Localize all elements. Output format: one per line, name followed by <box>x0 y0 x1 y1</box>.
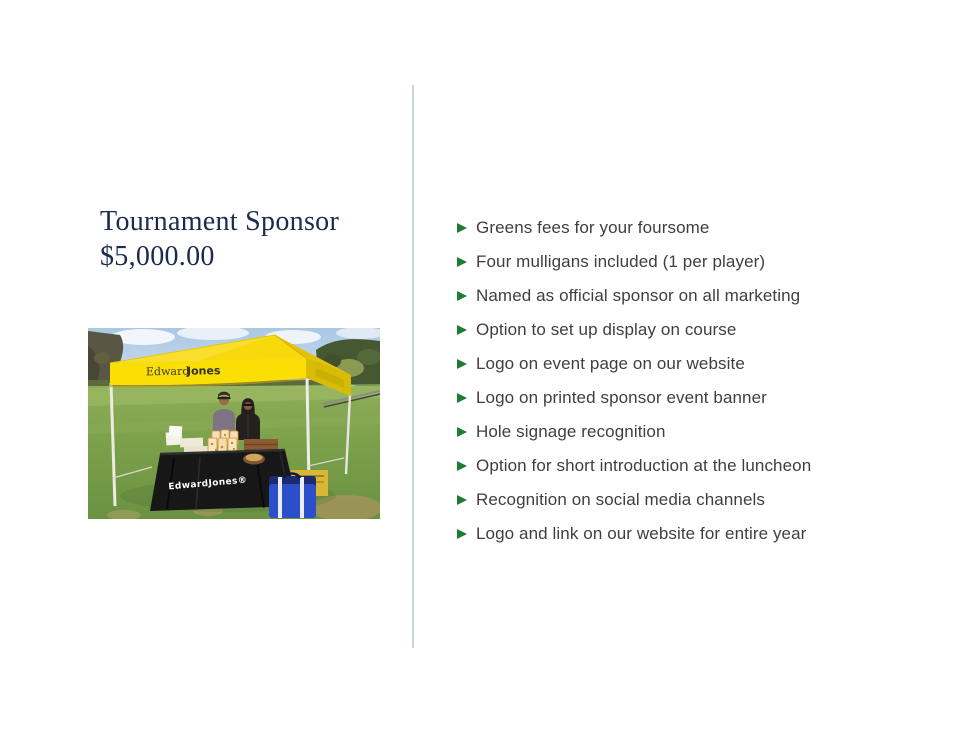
benefit-item-label: Four mulligans included (1 per player) <box>476 252 766 271</box>
benefit-item <box>457 211 811 245</box>
benefit-item-label: Logo and link on our website for entire year <box>476 524 807 543</box>
snack-bags <box>208 430 238 454</box>
benefit-item <box>457 483 811 517</box>
bullet-triangle-icon <box>457 257 467 267</box>
bullet-triangle-icon <box>457 223 467 233</box>
table-logo: EdwardJones® <box>168 475 248 493</box>
benefit-item-label: Option to set up display on course <box>476 320 737 339</box>
benefits-list <box>457 211 811 551</box>
benefit-item-label: Named as official sponsor on all marketing <box>476 286 801 305</box>
page-title <box>100 204 339 274</box>
bullet-triangle-icon <box>457 427 467 437</box>
tent-photo-illustration <box>88 328 380 519</box>
benefit-item-label: Recognition on social media channels <box>476 490 765 509</box>
benefit-item <box>457 279 811 313</box>
benefit-item <box>457 415 811 449</box>
vertical-divider <box>412 85 414 648</box>
benefit-item-label: Option for short introduction at the luncheon <box>476 456 812 475</box>
benefit-item <box>457 381 811 415</box>
benefit-item-label: Greens fees for your foursome <box>476 218 710 237</box>
bullet-triangle-icon <box>457 495 467 505</box>
benefit-item <box>457 449 811 483</box>
bullet-triangle-icon <box>457 529 467 539</box>
benefit-item-label: Logo on event page on our website <box>476 354 745 373</box>
sponsor-tent-photo <box>88 328 380 519</box>
tent-logo-jones: Jones <box>186 364 221 378</box>
bullet-triangle-icon <box>457 291 467 301</box>
bullet-triangle-icon <box>457 359 467 369</box>
tent-logo-edward: Edward <box>145 364 190 379</box>
benefit-item-label: Logo on printed sponsor event banner <box>476 388 767 407</box>
benefit-item <box>457 517 811 551</box>
bullet-triangle-icon <box>457 461 467 471</box>
benefit-item <box>457 347 811 381</box>
benefit-item <box>457 245 811 279</box>
title-line-2: $5,000.00 <box>100 241 215 272</box>
tent-logo <box>146 364 221 378</box>
benefit-item-label: Hole signage recognition <box>476 422 666 441</box>
benefit-item <box>457 313 811 347</box>
title-line-1: Tournament Sponsor <box>100 206 340 237</box>
cooler <box>269 474 316 519</box>
bullet-triangle-icon <box>457 393 467 403</box>
bullet-triangle-icon <box>457 325 467 335</box>
